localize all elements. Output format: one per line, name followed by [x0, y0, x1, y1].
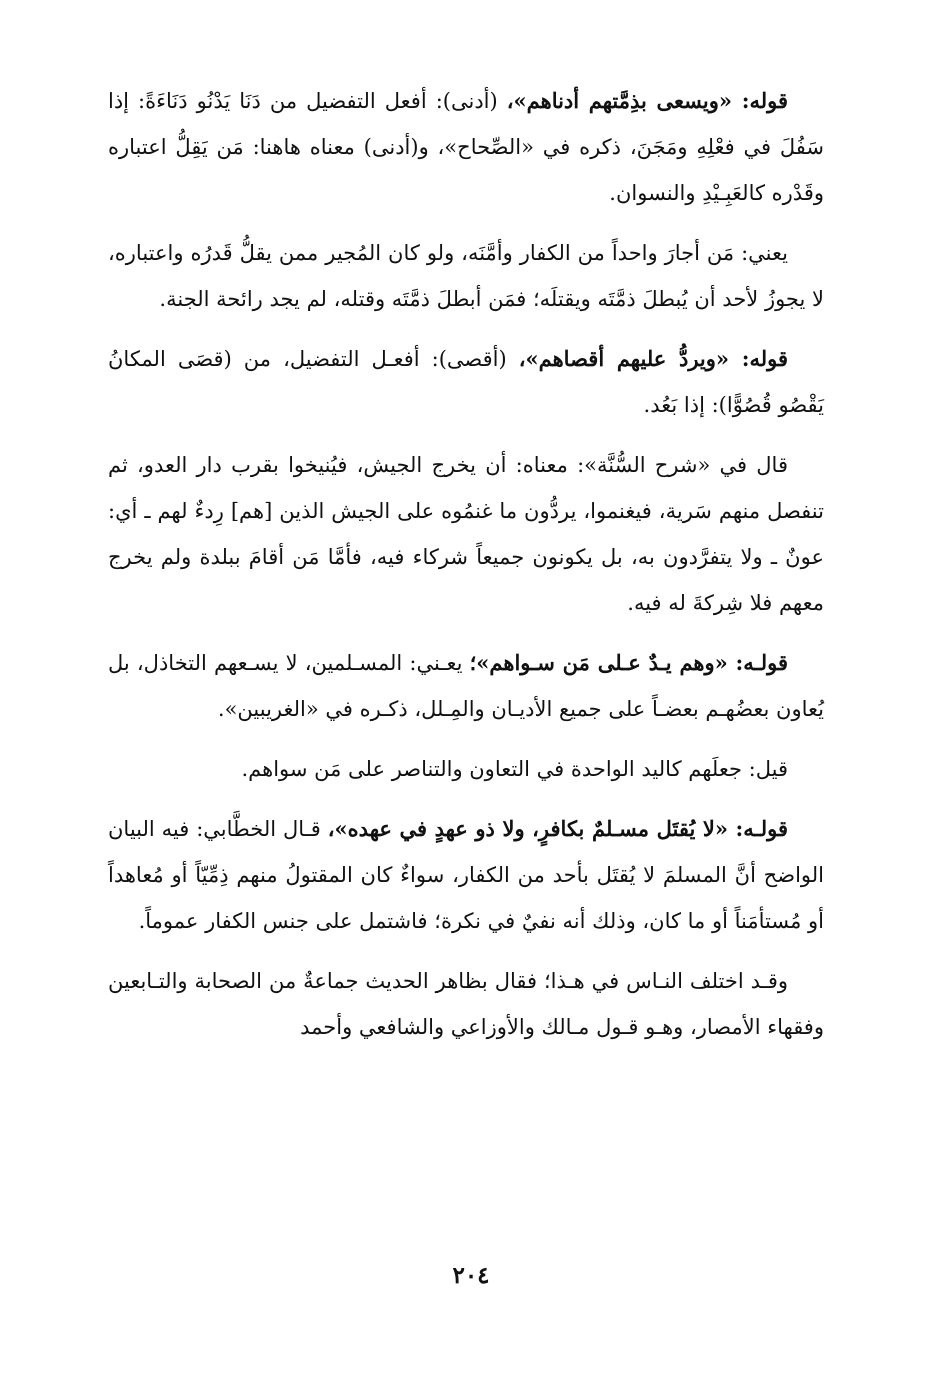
paragraph-7: [108, 806, 824, 944]
paragraph-6: [108, 746, 824, 792]
paragraph-4-body: قال في «شرح السُّنَّة»: معناه: أن يخرج الجيش، فيُنيخوا بقرب دار العدو، ثم تنفصل منهم سَرية، فيغنموا، يردُّون ما غنمُوه على الجيش الذين [هم] رِدءٌ لهم ـ أي: عونٌ ـ ولا يتفرَّدون به، بل يكونون جميعاً شركاء فيه، فأمَّا مَن أقامَ ببلدة ولم يخرج معهم فلا شِركةَ له فيه.: [108, 453, 824, 615]
paragraph-3-body: (أقصى): أفعـل التفضيل، من (قصَى المكانُ يَقْصُو قُصُوًّا): إذا بَعُد.: [108, 347, 824, 417]
paragraph-8-body: وقـد اختلف النـاس في هـذا؛ فقال بظاهر الحديث جماعةٌ من الصحابة والتـابعين وفقهاء الأمصار، وهـو قـول مـالك والأوزاعي والشافعي وأحمد: [108, 969, 824, 1039]
paragraph-3-lead: قوله: «ويردُّ عليهم أقصاهم»،: [518, 346, 788, 371]
paragraph-5-body: يعـني: المسـلمين، لا يسـعهم التخاذل، بل يُعاون بعضُهـم بعضـاً على جميع الأديـان والمِـلل، ذكـره في «الغريبين».: [108, 651, 824, 721]
page-text: [108, 78, 824, 1050]
paragraph-7-body: قـال الخطَّابي: فيه البيان الواضح أنَّ المسلمَ لا يُقتَل بأحد من الكفار، سواءٌ كان المقتولُ منهم ذِمِّيّاً أو مُعاهداً أو مُستأمَناً أو ما كان، وذلك أنه نفيٌ في نكرة؛ فاشتمل على جنس الكفار عموماً.: [108, 817, 824, 933]
paragraph-8: [108, 958, 824, 1050]
paragraph-2: [108, 230, 824, 322]
paragraph-6-body: قيل: جعلَهم كاليد الواحدة في التعاون والتناصر على مَن سواهم.: [241, 757, 788, 781]
paragraph-5: [108, 640, 824, 732]
paragraph-4: [108, 442, 824, 626]
paragraph-7-lead: قولـه: «لا يُقتَل مسـلمٌ بكافرٍ، ولا ذو عهدٍ في عهده»،: [327, 816, 788, 841]
paragraph-1-body: (أدنى): أفعل التفضيل من دَنَا يَدْنُو دَنَاءَةً: إذا سَفُلَ في فعْلِهِ ومَجَنَ، ذكره في «الصِّحاح»، و(أدنى) معناه هاهنا: مَن يَقِلُّ اعتباره وقَدْره كالعَبِـيْدِ والنسوان.: [108, 89, 824, 205]
paragraph-3: [108, 336, 824, 428]
paragraph-1: [108, 78, 824, 216]
paragraph-1-lead: قوله: «ويسعى بذِمَّتهم أدناهم»،: [506, 88, 788, 113]
page-number: ٢٠٤: [452, 1262, 490, 1289]
paragraph-2-body: يعني: مَن أجارَ واحداً من الكفار وأمَّنَه، ولو كان المُجير ممن يقلُّ قَدرُه واعتباره، لا يجوزُ لأحد أن يُبطلَ ذمَّتَه ويقتلَه؛ فمَن أبطلَ ذمَّتَه وقتله، لم يجد رائحة الجنة.: [108, 241, 824, 311]
paragraph-5-lead: قولـه: «وهم يـدٌ عـلى مَن سـواهم»؛: [469, 650, 788, 675]
